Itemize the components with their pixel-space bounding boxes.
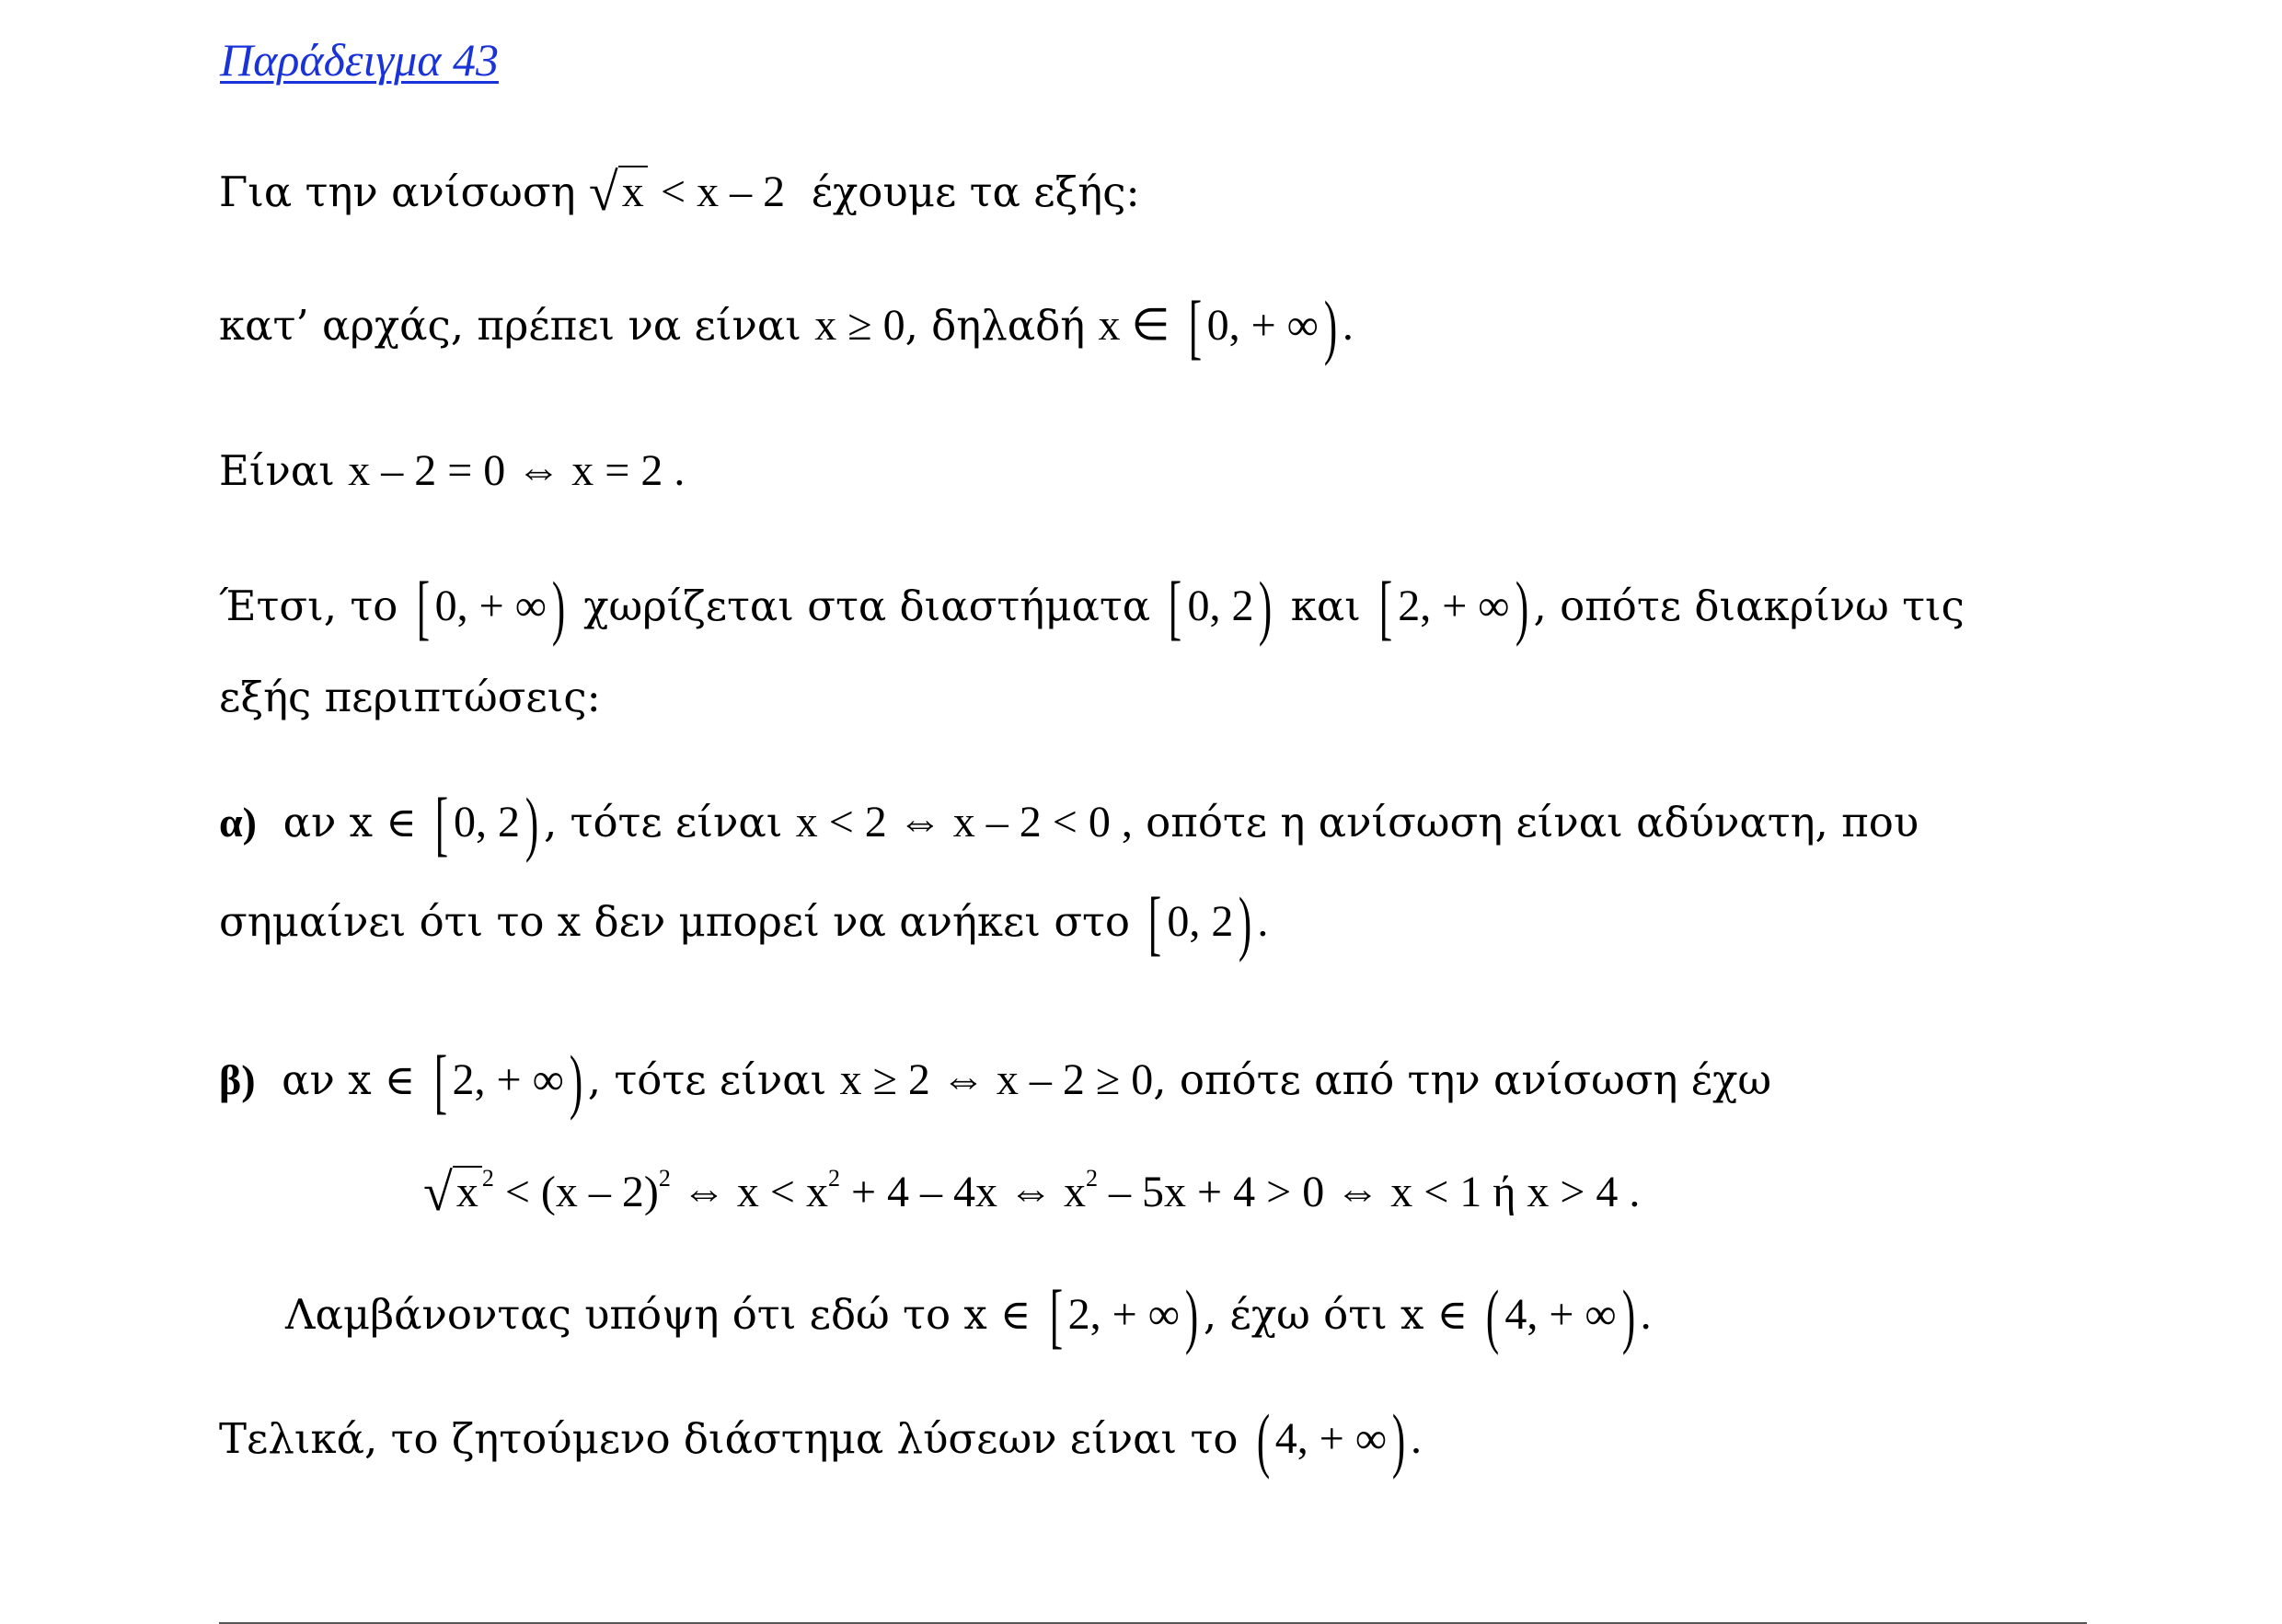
- line-inequality-intro: Για την ανίσωση √x < x – 2 έχουμε τα εξής:: [219, 162, 1140, 222]
- line-domain: κατ’ αρχάς, πρέπει να είναι x ≥ 0, δηλαδή x ∈ [ 0, + ∞) .: [219, 286, 1354, 366]
- case-b: β) αν x ∈ [ 2, + ∞) , τότε είναι x ≥ 2 ⇔ x – 2 ≥ 0, οπότε από την ανίσωση έχω: [219, 1041, 1772, 1121]
- line-cases: εξής περιπτώσεις:: [219, 673, 601, 721]
- case-b-formula: √x $^2$ < (x – 2)$^2$ ⇔ $x < x^2 + 4 - 4x$ ⇔ $x^2 - 5x + 4 > 0$ ⇔ x < 1 ή x > 4 .: [423, 1162, 1641, 1222]
- example-title[interactable]: Παράδειγμα 43: [220, 34, 499, 86]
- final-answer: Τελικά, το ζητούμενο διάστημα λύσεων είναι το ( 4, + ∞) .: [219, 1399, 1423, 1480]
- line-root: Είναι x – 2 = 0 ⇔ x = 2 .: [219, 446, 686, 495]
- case-a: α) αν x ∈ [ 0, 2) , τότε είναι x < 2 ⇔ x – 2 < 0 , οπότε η ανίσωση είναι αδύνατη, που: [219, 783, 1919, 863]
- sqrt-x: √x: [589, 166, 648, 219]
- case-a-conclusion: σημαίνει ότι το x δεν μπορεί να ανήκει στο [ 0, 2) .: [219, 882, 1269, 962]
- case-b-conclusion: Λαμβάνοντας υπόψη ότι εδώ το x ∈ [ 2, + ∞) , έχω ότι x ∈ ( 4, + ∞) .: [285, 1275, 1652, 1355]
- line-intervals: Έτσι, το [ 0, + ∞) χωρίζεται στα διαστήματα [ 0, 2) και [ 2, + ∞) , οπότε διακρίνω τις: [219, 567, 1965, 647]
